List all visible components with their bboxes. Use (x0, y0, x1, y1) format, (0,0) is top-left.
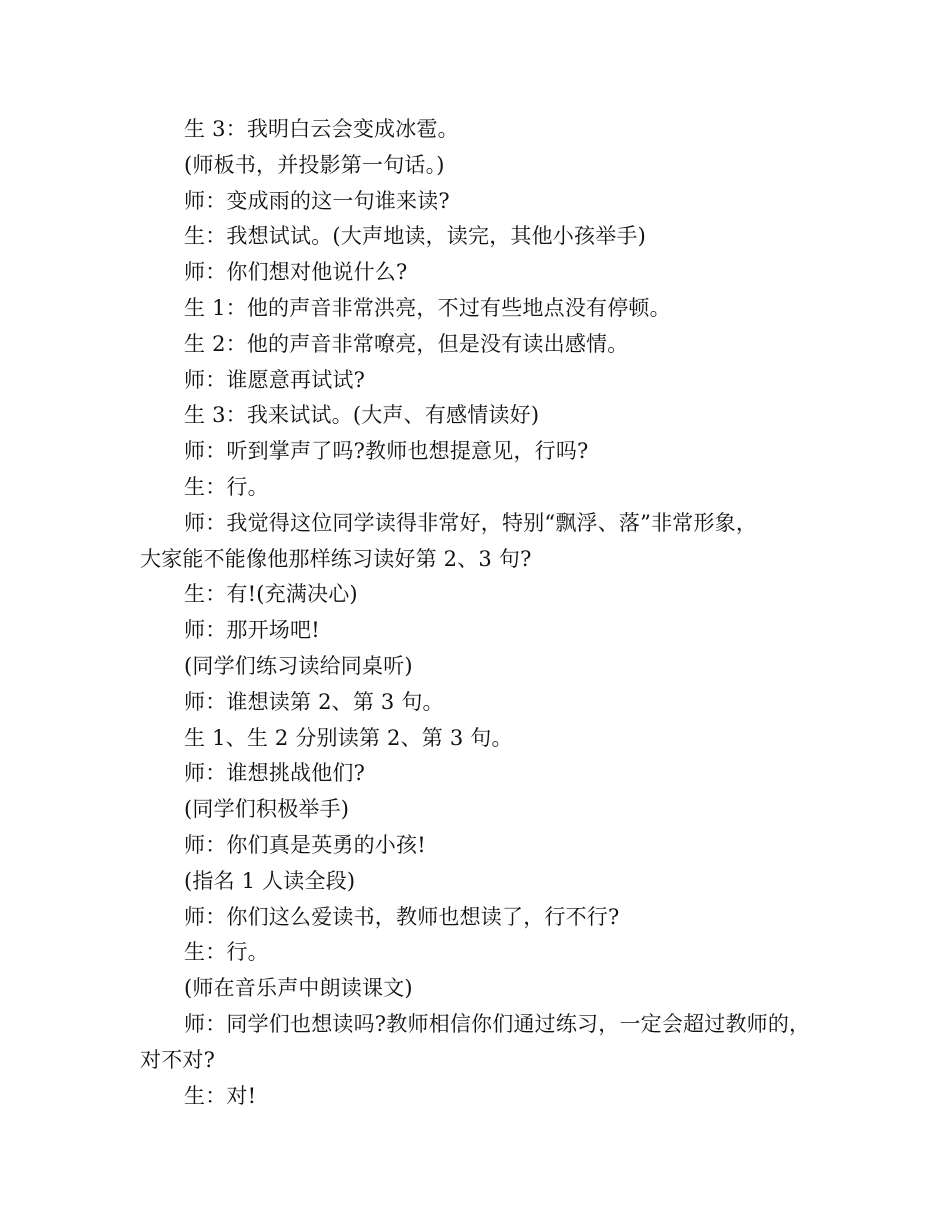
text-line: 师：我觉得这位同学读得非常好，特别“飘浮、落”非常形象， (184, 510, 758, 535)
text-line-continuation: 对不对? (140, 1047, 216, 1072)
text-line: 师：谁想读第 2、第 3 句。 (184, 689, 444, 714)
text-line: 师：谁愿意再试试? (184, 367, 366, 392)
text-line: 师：同学们也想读吗?教师相信你们通过练习，一定会超过教师的， (184, 1011, 811, 1036)
text-line: 生 3：我来试试。(大声、有感情读好) (184, 403, 540, 428)
text-line: 生：我想试试。(大声地读，读完，其他小孩举手) (184, 224, 646, 249)
text-line: 生：对! (184, 1083, 257, 1108)
text-line: (师板书，并投影第一句话。) (184, 152, 445, 177)
text-line: 生：有!(充满决心) (184, 582, 358, 607)
text-line: 师：那开场吧! (184, 618, 320, 643)
text-line: 师：听到掌声了吗?教师也想提意见，行吗? (184, 439, 589, 464)
text-line: 师：你们这么爱读书，教师也想读了，行不行? (184, 904, 620, 929)
text-line: 师：你们真是英勇的小孩! (184, 832, 426, 857)
text-line: 生：行。 (184, 940, 269, 965)
text-line: 生：行。 (184, 474, 269, 499)
text-line: (师在音乐声中朗读课文) (184, 976, 413, 1001)
text-line: (同学们练习读给同桌听) (184, 653, 413, 678)
text-line: (指名 1 人读全段) (184, 868, 356, 893)
text-line: (同学们积极举手) (184, 797, 350, 822)
text-line: 师：变成雨的这一句谁来读? (184, 188, 450, 213)
text-line: 生 2：他的声音非常嘹亮，但是没有读出感情。 (184, 331, 629, 356)
text-line: 师：你们想对他说什么? (184, 260, 408, 285)
text-line-continuation: 大家能不能像他那样练习读好第 2、3 句? (140, 546, 532, 571)
text-line: 生 1、生 2 分别读第 2、第 3 句。 (184, 725, 513, 750)
text-line: 师：谁想挑战他们? (184, 761, 366, 786)
text-line: 生 1：他的声音非常洪亮，不过有些地点没有停顿。 (184, 295, 671, 320)
document-body (140, 112, 810, 1114)
text-line: 生 3：我明白云会变成冰雹。 (184, 117, 459, 141)
